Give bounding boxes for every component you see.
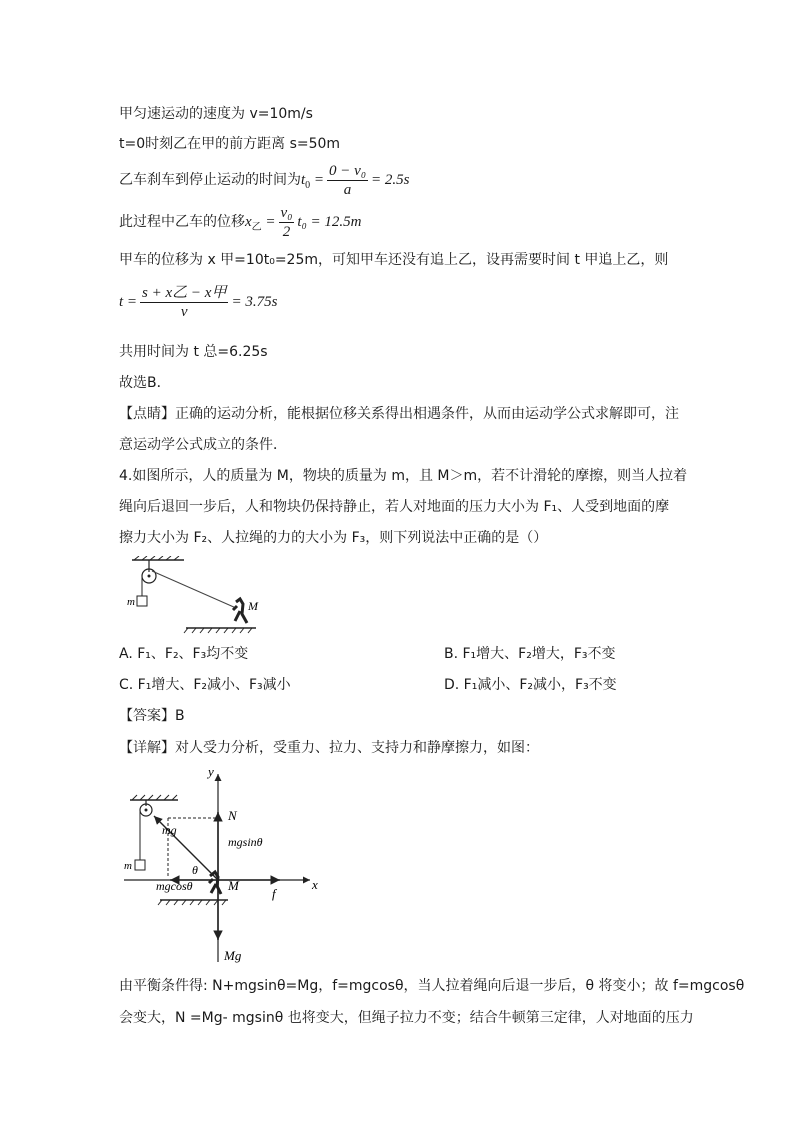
force-diagram (120, 762, 340, 968)
catchup-lhs: t = (119, 294, 138, 310)
equilibrium-line-1: 由平衡条件得: N+mgsinθ=Mg，f=mgcosθ，当人拉着绳向后退一步后，θ 将变小；故 f=mgcosθ (119, 978, 745, 994)
text-line-tip-cont: 意运动学公式成立的条件． (119, 437, 287, 453)
displacement-lhs: $x_乙$ = (245, 214, 276, 233)
force-label-mgsin: mgsinθ (228, 835, 263, 849)
text-line-displacement (119, 202, 362, 248)
text-line-choose: 故选B． (119, 375, 171, 391)
catchup-fraction: $\frac{\text{s + x乙 − x甲}}{v}$ (142, 284, 227, 320)
option-d[interactable]: D. F₁减小、F₂减小，F₃不变 (444, 677, 617, 693)
text-line-tip: 【点睛】正确的运动分析，能根据位移关系得出相遇条件，从而由运动学公式求解即可，注 (119, 406, 679, 422)
brake-time-result: = 2.5s (371, 172, 410, 188)
displacement-prefix: 此过程中乙车的位移 (119, 214, 245, 230)
fig2-label-M: M (228, 878, 239, 893)
displacement-result: t₀ = 12.5m (297, 214, 362, 230)
text-line-catchup-time (119, 282, 277, 322)
question-line-3: 擦力大小为 F₂、人拉绳的力的大小为 F₃，则下列说法中正确的是（） (119, 530, 548, 546)
fig1-label-M: M (248, 599, 258, 613)
force-label-N: N (228, 808, 237, 823)
detail-line: 【详解】对人受力分析，受重力、拉力、支持力和静摩擦力，如图： (119, 740, 539, 756)
force-label-f: f (272, 886, 276, 901)
pulley-figure (124, 556, 264, 636)
option-b[interactable]: B. F₁增大、F₂增大，F₃不变 (444, 646, 616, 662)
option-c[interactable]: C. F₁增大、F₂减小、F₃减小 (119, 677, 291, 693)
answer-line: 【答案】B (119, 708, 185, 724)
force-label-mgcos: mgcosθ (156, 879, 193, 893)
axis-label-x: x (312, 877, 318, 892)
text-line-brake-time (119, 160, 410, 206)
displacement-fraction: $\frac{\text{v₀}}{2}$ (280, 204, 293, 240)
text-line-distance: t=0时刻乙在甲的前方距离 s=50m (119, 136, 341, 152)
axis-label-y: y (208, 764, 214, 779)
question-line-2: 绳向后退回一步后，人和物块仍保持静止，若人对地面的压力大小为 F₁、人受到地面的摩 (119, 499, 670, 515)
text-line-total-time: 共用时间为 t 总=6.25s (119, 344, 268, 360)
question-line-1: 4.如图所示，人的质量为 M，物块的质量为 m，且 M＞m，若不计滑轮的摩擦，则当人拉着 (119, 468, 688, 484)
brake-time-fraction: $\frac{\text{0 − v₀}}{a}$ (329, 162, 367, 198)
text-line-jia-displacement: 甲车的位移为 x 甲=10t₀=25m，可知甲车还没有追上乙，设再需要时间 t 甲追上乙，则 (119, 252, 669, 268)
force-label-Mg: Mg (224, 948, 242, 963)
equilibrium-line-2: 会变大，N =Mg- mgsinθ 也将变大，但绳子拉力不变；结合牛顿第三定律，人对地面的压力 (119, 1010, 694, 1026)
brake-time-lhs: $t_0$ = (301, 172, 325, 191)
angle-label-theta: θ (192, 863, 198, 877)
brake-time-prefix: 乙车刹车到停止运动的时间为 (119, 172, 301, 188)
fig2-label-m: m (124, 860, 132, 872)
catchup-result: = 3.75s (231, 294, 278, 310)
text-line-speed: 甲匀速运动的速度为 v=10m/s (119, 106, 313, 122)
force-label-mg: mg (162, 823, 177, 837)
option-a[interactable]: A. F₁、F₂、F₃均不变 (119, 646, 249, 662)
fig1-label-m: m (127, 596, 135, 608)
